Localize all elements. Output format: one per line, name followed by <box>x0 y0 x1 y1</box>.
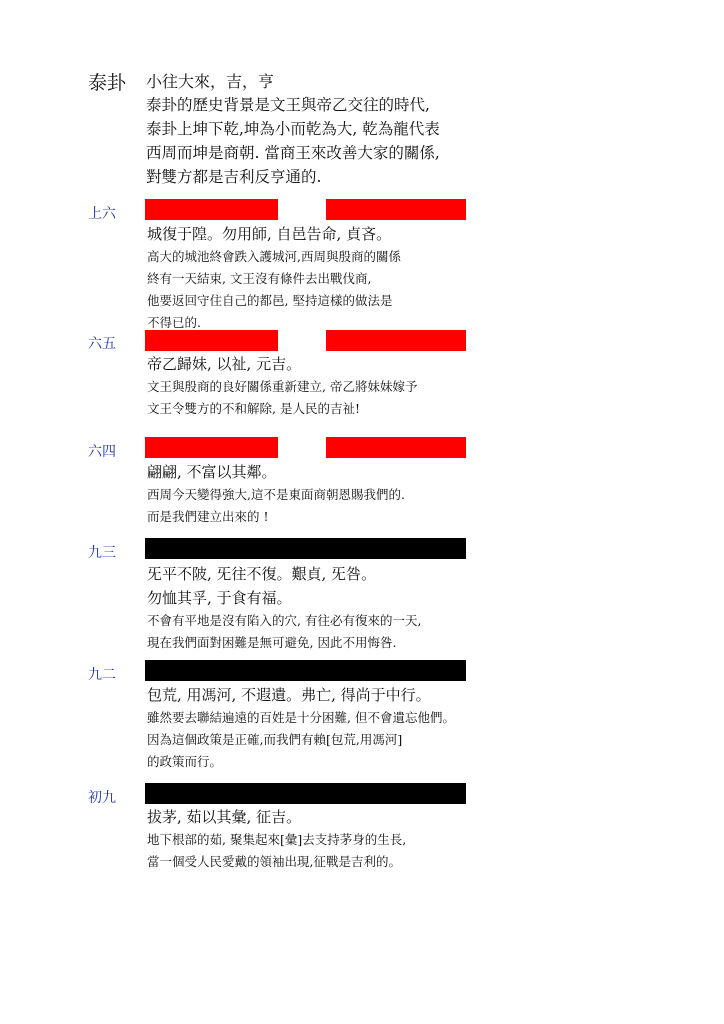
line-label-top-six: 上六 <box>88 206 116 222</box>
line-commentary: 西周今天變得強大,這不是東面商朝恩賜我們的. <box>147 487 405 502</box>
line-text-block <box>147 222 401 334</box>
line-commentary: 高大的城池終會跌入護城河,西周與殷商的關係 <box>147 249 401 264</box>
line-label-third-nine: 九三 <box>88 545 116 561</box>
hexagram-name: 泰卦 <box>88 72 127 94</box>
yin-bar-right <box>326 437 466 458</box>
line-commentary: 因為這個政策是正確,而我們有賴[包荒,用馮河] <box>147 732 403 747</box>
yin-bar-left <box>145 330 278 351</box>
line-text: 翩翩, 不富以其鄰。 <box>147 463 277 481</box>
intro-line: 泰卦的歷史背景是文王與帝乙交往的時代, <box>146 96 430 114</box>
line-commentary: 不得已的. <box>147 315 201 330</box>
line-text-block <box>147 460 405 528</box>
line-commentary: 文王令雙方的不和解除, 是人民的吉祉! <box>147 401 360 416</box>
line-text-block <box>147 562 421 654</box>
yang-bar <box>145 538 466 559</box>
line-commentary: 而是我們建立出來的 ! <box>147 509 269 524</box>
line-label-fifth-six: 六五 <box>88 336 116 352</box>
line-label-fourth-six: 六四 <box>88 444 116 460</box>
line-text: 旡平不陂, 旡往不復。艱貞, 旡咎。 <box>147 565 377 583</box>
line-commentary: 不會有平地是沒有陷入的穴, 有往必有復來的一天, <box>147 613 422 628</box>
intro-line: 對雙方都是吉利反亨通的. <box>146 168 322 186</box>
line-label-second-nine: 九二 <box>88 667 116 683</box>
yang-bar <box>145 660 466 681</box>
line-commentary: 的政策而行。 <box>147 754 223 769</box>
line-commentary: 地下根部的茹, 聚集起來[彙]去支持茅身的生長, <box>147 832 407 847</box>
line-text: 拔茅, 茹以其彙, 征吉。 <box>147 808 302 826</box>
line-text: 城復于隍。勿用師, 自邑告命, 貞吝。 <box>147 225 392 243</box>
line-commentary: 現在我們面對困難是無可避免, 因此不用悔咎. <box>147 635 397 650</box>
intro-line: 泰卦上坤下乾,坤為小而乾為大, 乾為龍代表 <box>146 120 440 138</box>
line-text: 帝乙歸妹, 以祉, 元吉。 <box>147 355 302 373</box>
line-text-block <box>147 352 417 420</box>
line-commentary: 當一個受人民愛戴的領袖出現,征戰是吉利的。 <box>147 854 401 869</box>
line-commentary: 雖然要去聯結遍遠的百姓是十分困難, 但不會遺忘他們。 <box>147 710 455 725</box>
line-commentary: 終有一天結束, 文王沒有條件去出戰伐商, <box>147 271 372 286</box>
line-label-first-nine: 初九 <box>88 790 116 806</box>
intro-line: 西周而坤是商朝. 當商王來改善大家的關係, <box>146 144 440 162</box>
line-text: 包荒, 用馮河, 不遐遺。弗亡, 得尚于中行。 <box>147 686 431 704</box>
yang-bar <box>145 783 466 804</box>
yin-bar-right <box>326 330 466 351</box>
line-text-block <box>147 683 455 773</box>
yin-bar-right <box>326 199 466 220</box>
line-commentary: 文王與殷商的良好關係重新建立, 帝乙將妹妹嫁予 <box>147 379 418 394</box>
hexagram-judgment: 小往大來，吉，亨 <box>146 72 275 91</box>
line-commentary: 他要返回守住自己的都邑, 堅持這樣的做法是 <box>147 293 393 308</box>
yin-bar-left <box>145 199 278 220</box>
line-text-block <box>147 805 406 873</box>
hexagram-intro <box>146 93 440 189</box>
line-text: 勿恤其孚, 于食有福。 <box>147 589 292 607</box>
yin-bar-left <box>145 437 278 458</box>
